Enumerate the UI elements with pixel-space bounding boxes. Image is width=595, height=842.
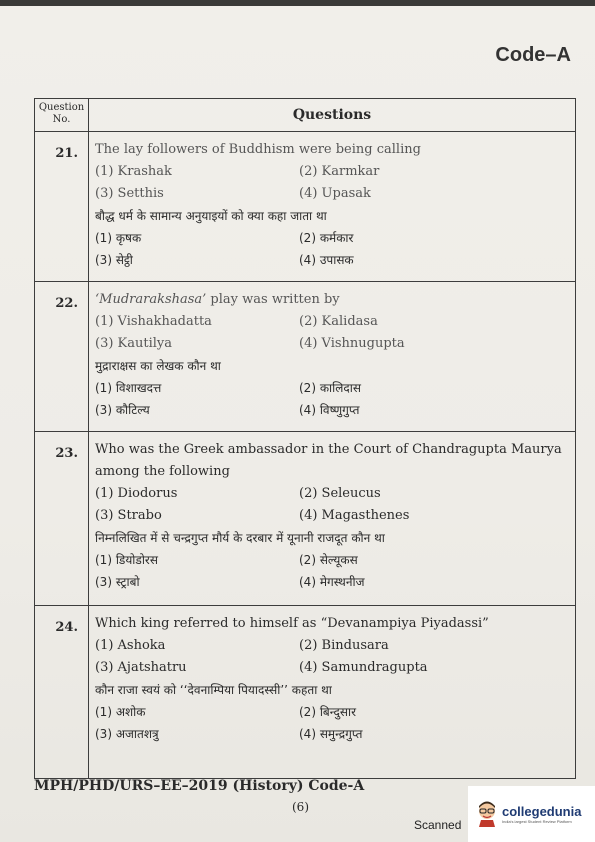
option: (2) Bindusara	[299, 638, 389, 653]
question-row	[35, 606, 576, 779]
option: (1) Diodorus	[95, 486, 178, 501]
collegedunia-logo	[468, 786, 595, 842]
logo-text	[502, 804, 581, 824]
option: (4) Samundragupta	[299, 660, 428, 675]
option-hindi: (3) कौटिल्य	[95, 403, 150, 417]
option-hindi: (1) अशोक	[95, 705, 146, 719]
option: (3) Strabo	[95, 508, 162, 523]
option-hindi: (4) उपासक	[299, 253, 354, 267]
question-row	[35, 282, 576, 432]
question-number: 22.	[35, 282, 89, 432]
question-stem: Who was the Greek ambassador in the Court of Chandragupta Maurya among the following	[95, 442, 562, 479]
option-hindi: (1) कृषक	[95, 231, 142, 245]
question-stem-hindi: निम्नलिखित में से चन्द्रगुप्त मौर्य के दरबार में यूनानी राजदूत कौन था	[95, 531, 385, 545]
options-hindi	[95, 701, 571, 745]
option: (2) Seleucus	[299, 486, 381, 501]
code-label: Code–A	[495, 44, 571, 66]
option-hindi: (4) समुन्द्रगुप्त	[299, 727, 363, 741]
option: (1) Ashoka	[95, 638, 166, 653]
option-hindi: (3) अजातशत्रु	[95, 727, 159, 741]
questions-table	[34, 98, 576, 779]
option-hindi: (2) बिन्दुसार	[299, 705, 356, 719]
option-hindi: (3) सेट्ठी	[95, 253, 133, 267]
option: (3) Setthis	[95, 186, 164, 201]
question-stem-hindi: मुद्राराक्षस का लेखक कौन था	[95, 359, 221, 373]
option: (1) Krashak	[95, 164, 172, 179]
page-number: (6)	[292, 800, 309, 814]
option-hindi: (2) कर्मकार	[299, 231, 354, 245]
option: (4) Upasak	[299, 186, 371, 201]
question-row	[35, 132, 576, 282]
options-english	[95, 635, 571, 679]
option: (1) Vishakhadatta	[95, 314, 212, 329]
option: (4) Magasthenes	[299, 508, 410, 523]
question-body	[89, 432, 576, 606]
logo-name: collegedunia	[502, 804, 582, 819]
option-hindi: (1) विशाखदत्त	[95, 381, 162, 395]
page-footer: MPH/PHD/URS–EE–2019 (History) Code-A	[34, 778, 365, 794]
question-number: 24.	[35, 606, 89, 779]
question-body	[89, 606, 576, 779]
option-hindi: (3) स्ट्राबो	[95, 575, 140, 589]
option-hindi: (2) सेल्यूकस	[299, 553, 358, 567]
question-body	[89, 132, 576, 282]
question-stem-hindi: कौन राजा स्वयं को ‘‘देवनाम्पिया पियादस्सी’’ कहता था	[95, 683, 332, 697]
option-hindi: (1) डियोडोरस	[95, 553, 158, 567]
question-stem: Which king referred to himself as “Devanampiya Piyadassi”	[95, 616, 489, 631]
question-stem: The lay followers of Buddhism were being calling	[95, 142, 421, 157]
option: (3) Kautilya	[95, 336, 173, 351]
play-title: ‘Mudrarakshasa’	[95, 292, 207, 307]
question-stem	[95, 289, 571, 311]
option: (3) Ajatshatru	[95, 660, 187, 675]
options-english	[95, 311, 571, 355]
header-questions: Questions	[89, 99, 576, 132]
options-hindi	[95, 227, 571, 271]
table-header-row	[35, 99, 576, 132]
question-number: 23.	[35, 432, 89, 606]
mascot-icon	[476, 801, 498, 827]
option-hindi: (2) कालिदास	[299, 381, 361, 395]
options-hindi	[95, 377, 571, 421]
scanned-label: Scanned	[414, 818, 462, 832]
question-row	[35, 432, 576, 606]
option: (4) Vishnugupta	[299, 336, 405, 351]
options-hindi	[95, 549, 571, 593]
logo-tagline: India's largest Student Review Platform	[502, 819, 572, 824]
option: (2) Kalidasa	[299, 314, 378, 329]
header-question-no: Question No.	[35, 99, 89, 132]
option-hindi: (4) विष्णुगुप्त	[299, 403, 360, 417]
option-hindi: (4) मेगस्थनीज	[299, 575, 365, 589]
question-body	[89, 282, 576, 432]
question-stem-text: play was written by	[206, 292, 340, 307]
question-stem-hindi: बौद्ध धर्म के सामान्य अनुयाइयों को क्या कहा जाता था	[95, 209, 327, 223]
options-english	[95, 161, 571, 205]
options-english	[95, 483, 571, 527]
question-number: 21.	[35, 132, 89, 282]
option: (2) Karmkar	[299, 164, 380, 179]
